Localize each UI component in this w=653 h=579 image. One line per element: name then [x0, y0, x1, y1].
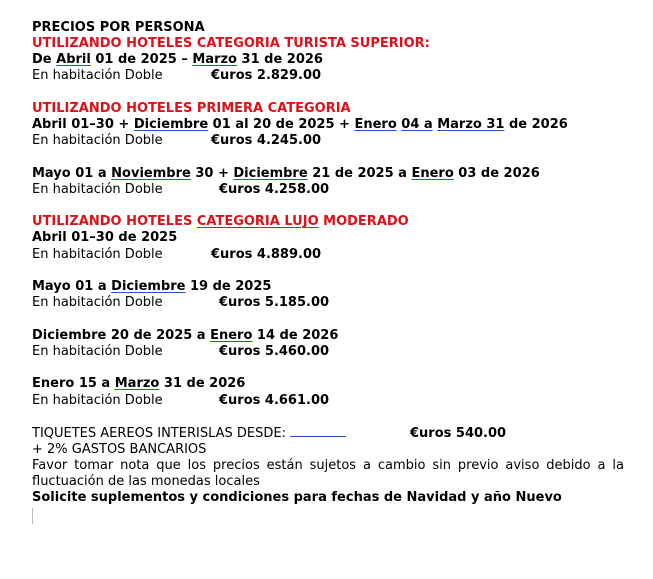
lujo-period-3: Diciembre 20 de 2025 a Enero 14 de 2026 [32, 328, 339, 343]
primera-room-row-1 [32, 133, 322, 149]
room-label: En habitación Doble [32, 133, 163, 148]
primera-period-1: Abril 01–30 + Diciembre 01 al 20 de 2025 + Enero 04 a Marzo 31 de 2026 [32, 117, 568, 132]
primera-period-2: Mayo 01 a Noviembre 30 + Diciembre 21 de 2025 a Enero 03 de 2026 [32, 166, 540, 181]
turista-price: €uros 2.829.00 [211, 68, 322, 83]
price-change-note: Favor tomar nota que los precios están sujetos a cambio sin previo aviso debido a la fluctuación de las monedas locales [32, 458, 624, 489]
section-title-primera: UTILIZANDO HOTELES PRIMERA CATEGORIA [32, 101, 351, 116]
lujo-price-4: €uros 4.661.00 [219, 393, 330, 408]
primera-price-2: €uros 4.258.00 [219, 182, 330, 197]
room-label: En habitación Doble [32, 182, 163, 197]
closing-note: Solicite suplementos y condiciones para fechas de Navidad y año Nuevo [32, 490, 562, 505]
lujo-room-row-4 [32, 393, 330, 409]
lujo-room-row-3 [32, 344, 330, 360]
turista-room-row [32, 68, 322, 84]
room-label: En habitación Doble [32, 295, 163, 310]
room-label: En habitación Doble [32, 247, 163, 262]
lujo-period-4: Enero 15 a Marzo 31 de 2026 [32, 376, 246, 391]
tiquetes-label: TIQUETES AEREOS INTERISLAS DESDE: [32, 426, 286, 441]
document-heading: PRECIOS POR PERSONA [32, 20, 205, 35]
room-label: En habitación Doble [32, 344, 163, 359]
lujo-price-1: €uros 4.889.00 [211, 247, 322, 262]
section-title-lujo: UTILIZANDO HOTELES CATEGORIA LUJO MODERADO [32, 214, 409, 229]
turista-period: De Abril 01 de 2025 – Marzo 31 de 2026 [32, 52, 323, 67]
section-title-turista: UTILIZANDO HOTELES CATEGORIA TURISTA SUPERIOR: [32, 36, 430, 51]
lujo-period-2: Mayo 01 a Diciembre 19 de 2025 [32, 279, 272, 294]
tiquetes-price: €uros 540.00 [410, 426, 507, 441]
text-cursor [32, 508, 33, 524]
lujo-price-2: €uros 5.185.00 [219, 295, 330, 310]
tiquetes-blank-line [290, 426, 346, 437]
tiquetes-row [32, 426, 507, 442]
primera-room-row-2 [32, 182, 330, 198]
lujo-price-3: €uros 5.460.00 [219, 344, 330, 359]
room-label: En habitación Doble [32, 68, 163, 83]
primera-price-1: €uros 4.245.00 [211, 133, 322, 148]
room-label: En habitación Doble [32, 393, 163, 408]
lujo-period-1: Abril 01–30 de 2025 [32, 230, 178, 245]
gastos-bancarios: + 2% GASTOS BANCARIOS [32, 442, 207, 457]
lujo-room-row-2 [32, 295, 330, 311]
lujo-room-row-1 [32, 247, 322, 263]
